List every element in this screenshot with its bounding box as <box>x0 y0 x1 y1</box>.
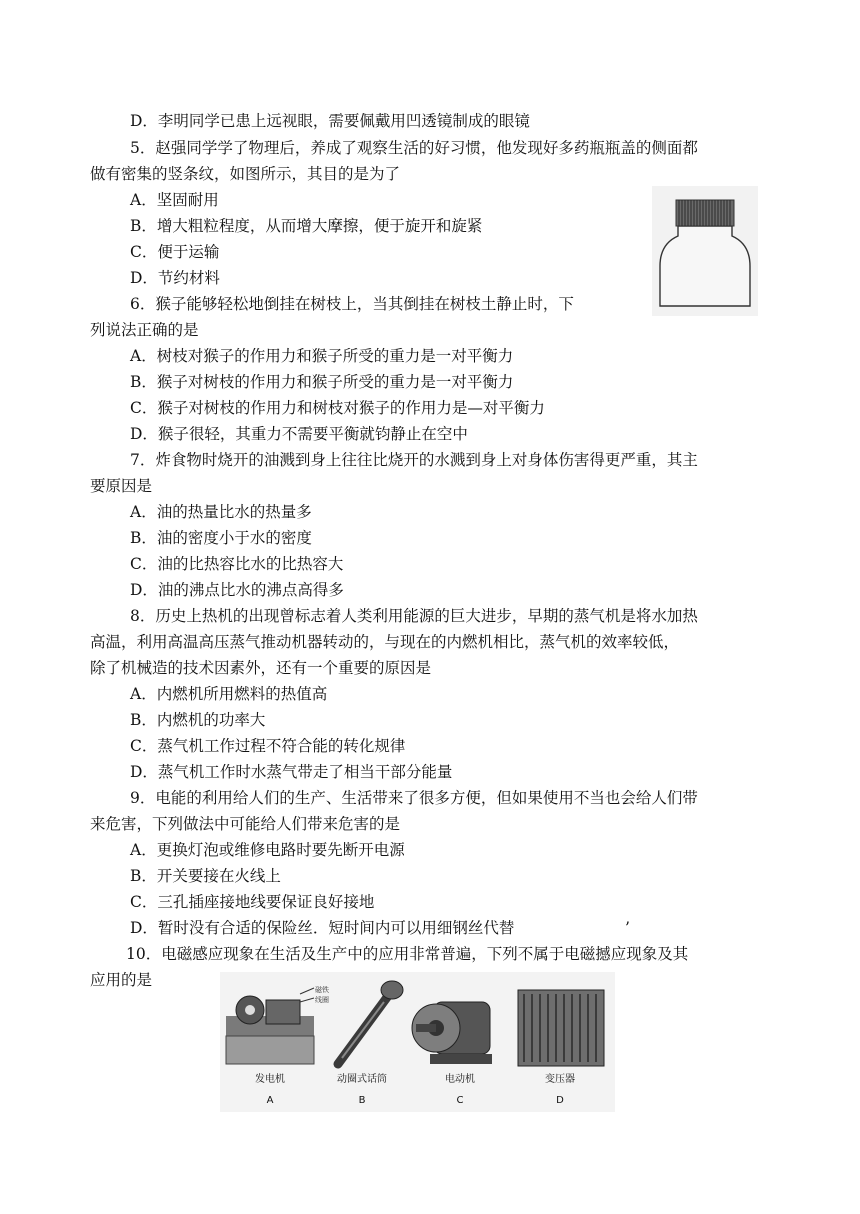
q10-stem-line2: 应用的是 <box>90 971 153 989</box>
q10-figures-strip <box>220 972 615 1112</box>
q5-option-a: A．坚固耐用 <box>130 191 219 209</box>
q8-stem-line1: 8．历史上热机的出现曾标志着人类利用能源的巨大进步，早期的蒸气机是将水加热 <box>130 607 698 625</box>
q7-option-d: D．油的沸点比水的沸点高得多 <box>130 581 344 599</box>
medicine-bottle-figure <box>652 186 758 316</box>
q8-stem-line2: 高温，利用高温高压蒸气推动机器转动的，与现在的内燃机相比，蒸气机的效率较低， <box>90 633 680 651</box>
q6-option-d: D．猴子很轻，其重力不需要平衡就钧静止在空中 <box>130 425 468 443</box>
q9-option-c: C．三孔插座接地线要保证良好接地 <box>130 893 375 911</box>
q9-stem-line2: 来危害，下列做法中可能给人们带来危害的是 <box>90 815 401 833</box>
q10-stem-line1: 10．电磁感应现象在生活及生产中的应用非常普遍，下列不属于电磁撼应现象及其 <box>126 945 689 963</box>
q5-option-c: C．便于运输 <box>130 243 220 261</box>
q6-option-b: B．猴子对树枝的作用力和猴子所受的重力是一对平衡力 <box>130 373 514 391</box>
q6-option-a: A．树枝对猴子的作用力和猴子所受的重力是一对平衡力 <box>130 347 514 365</box>
q8-stem-line3: 除了机械造的技术因素外，还有一个重要的原因是 <box>90 659 432 677</box>
q9-option-b: B．开关要接在火线上 <box>130 867 281 885</box>
q7-stem-line1: 7．炸食物时烧开的油溅到身上往往比烧开的水溅到身上对身体伤害得更严重，其主 <box>130 451 698 469</box>
figure-a-tag2: 线圈 <box>315 996 329 1004</box>
figure-c-letter: C <box>456 1095 464 1106</box>
q8-option-d: D．蒸气机工作时水蒸气带走了相当干部分能量 <box>130 763 453 781</box>
q5-stem-line1: 5．赵强同学学了物理后，养成了观察生活的好习惯，他发现好多药瓶瓶盖的侧面都 <box>130 139 698 157</box>
figure-c-caption: 电动机 <box>445 1074 475 1085</box>
q5-stem-line2: 做有密集的竖条纹，如图所示，其目的是为了 <box>90 165 401 183</box>
q9-option-a: A．更换灯泡或维修电路时要先断开电源 <box>130 841 405 859</box>
q6-stem-line1: 6．猴子能够轻松地倒挂在树枝上，当其倒挂在树枝土静止时，下 <box>130 295 574 313</box>
q7-stem-line2: 要原因是 <box>90 477 153 495</box>
transformer-figure <box>518 990 604 1066</box>
figure-a-caption: 发电机 <box>255 1074 285 1085</box>
q9-stem-line1: 9．电能的利用给人们的生产、生活带来了很多方便，但如果使用不当也会给人们带 <box>130 789 698 807</box>
figure-d-caption: 变压器 <box>545 1074 575 1085</box>
figure-b-letter: B <box>358 1095 366 1106</box>
q9-option-d: D．暂时没有合适的保险丝．短时间内可以用细钢丝代替 <box>130 919 515 937</box>
figure-a-letter: A <box>266 1095 274 1106</box>
q7-option-b: B．油的密度小于水的密度 <box>130 529 312 547</box>
figure-a-tag1: 磁铁 <box>315 986 329 994</box>
q7-option-a: A．油的热量比水的热量多 <box>130 503 312 521</box>
q6-stem-line2: 列说法正确的是 <box>90 321 199 339</box>
q5-option-b: B．增大粗粒程度，从而增大摩擦，便于旋开和旋紧 <box>130 217 483 235</box>
q7-option-c: C．油的比热容比水的比热容大 <box>130 555 344 573</box>
q8-option-c: C．蒸气机工作过程不符合能的转化规律 <box>130 737 406 755</box>
stray-mark: ’ <box>625 919 630 937</box>
figure-d-letter: D <box>556 1095 564 1106</box>
q8-option-a: A．内燃机所用燃料的热值高 <box>130 685 328 703</box>
q5-option-d: D．节约材料 <box>130 269 220 287</box>
q4-option-d: D．李明同学已患上远视眼，需要佩戴用凹透镜制成的眼镜 <box>130 112 530 130</box>
q6-option-c: C．猴子对树枝的作用力和树枝对猴子的作用力是—对平衡力 <box>130 399 545 417</box>
figure-b-caption: 动圈式话筒 <box>337 1074 387 1085</box>
q8-option-b: B．内燃机的功率大 <box>130 711 266 729</box>
